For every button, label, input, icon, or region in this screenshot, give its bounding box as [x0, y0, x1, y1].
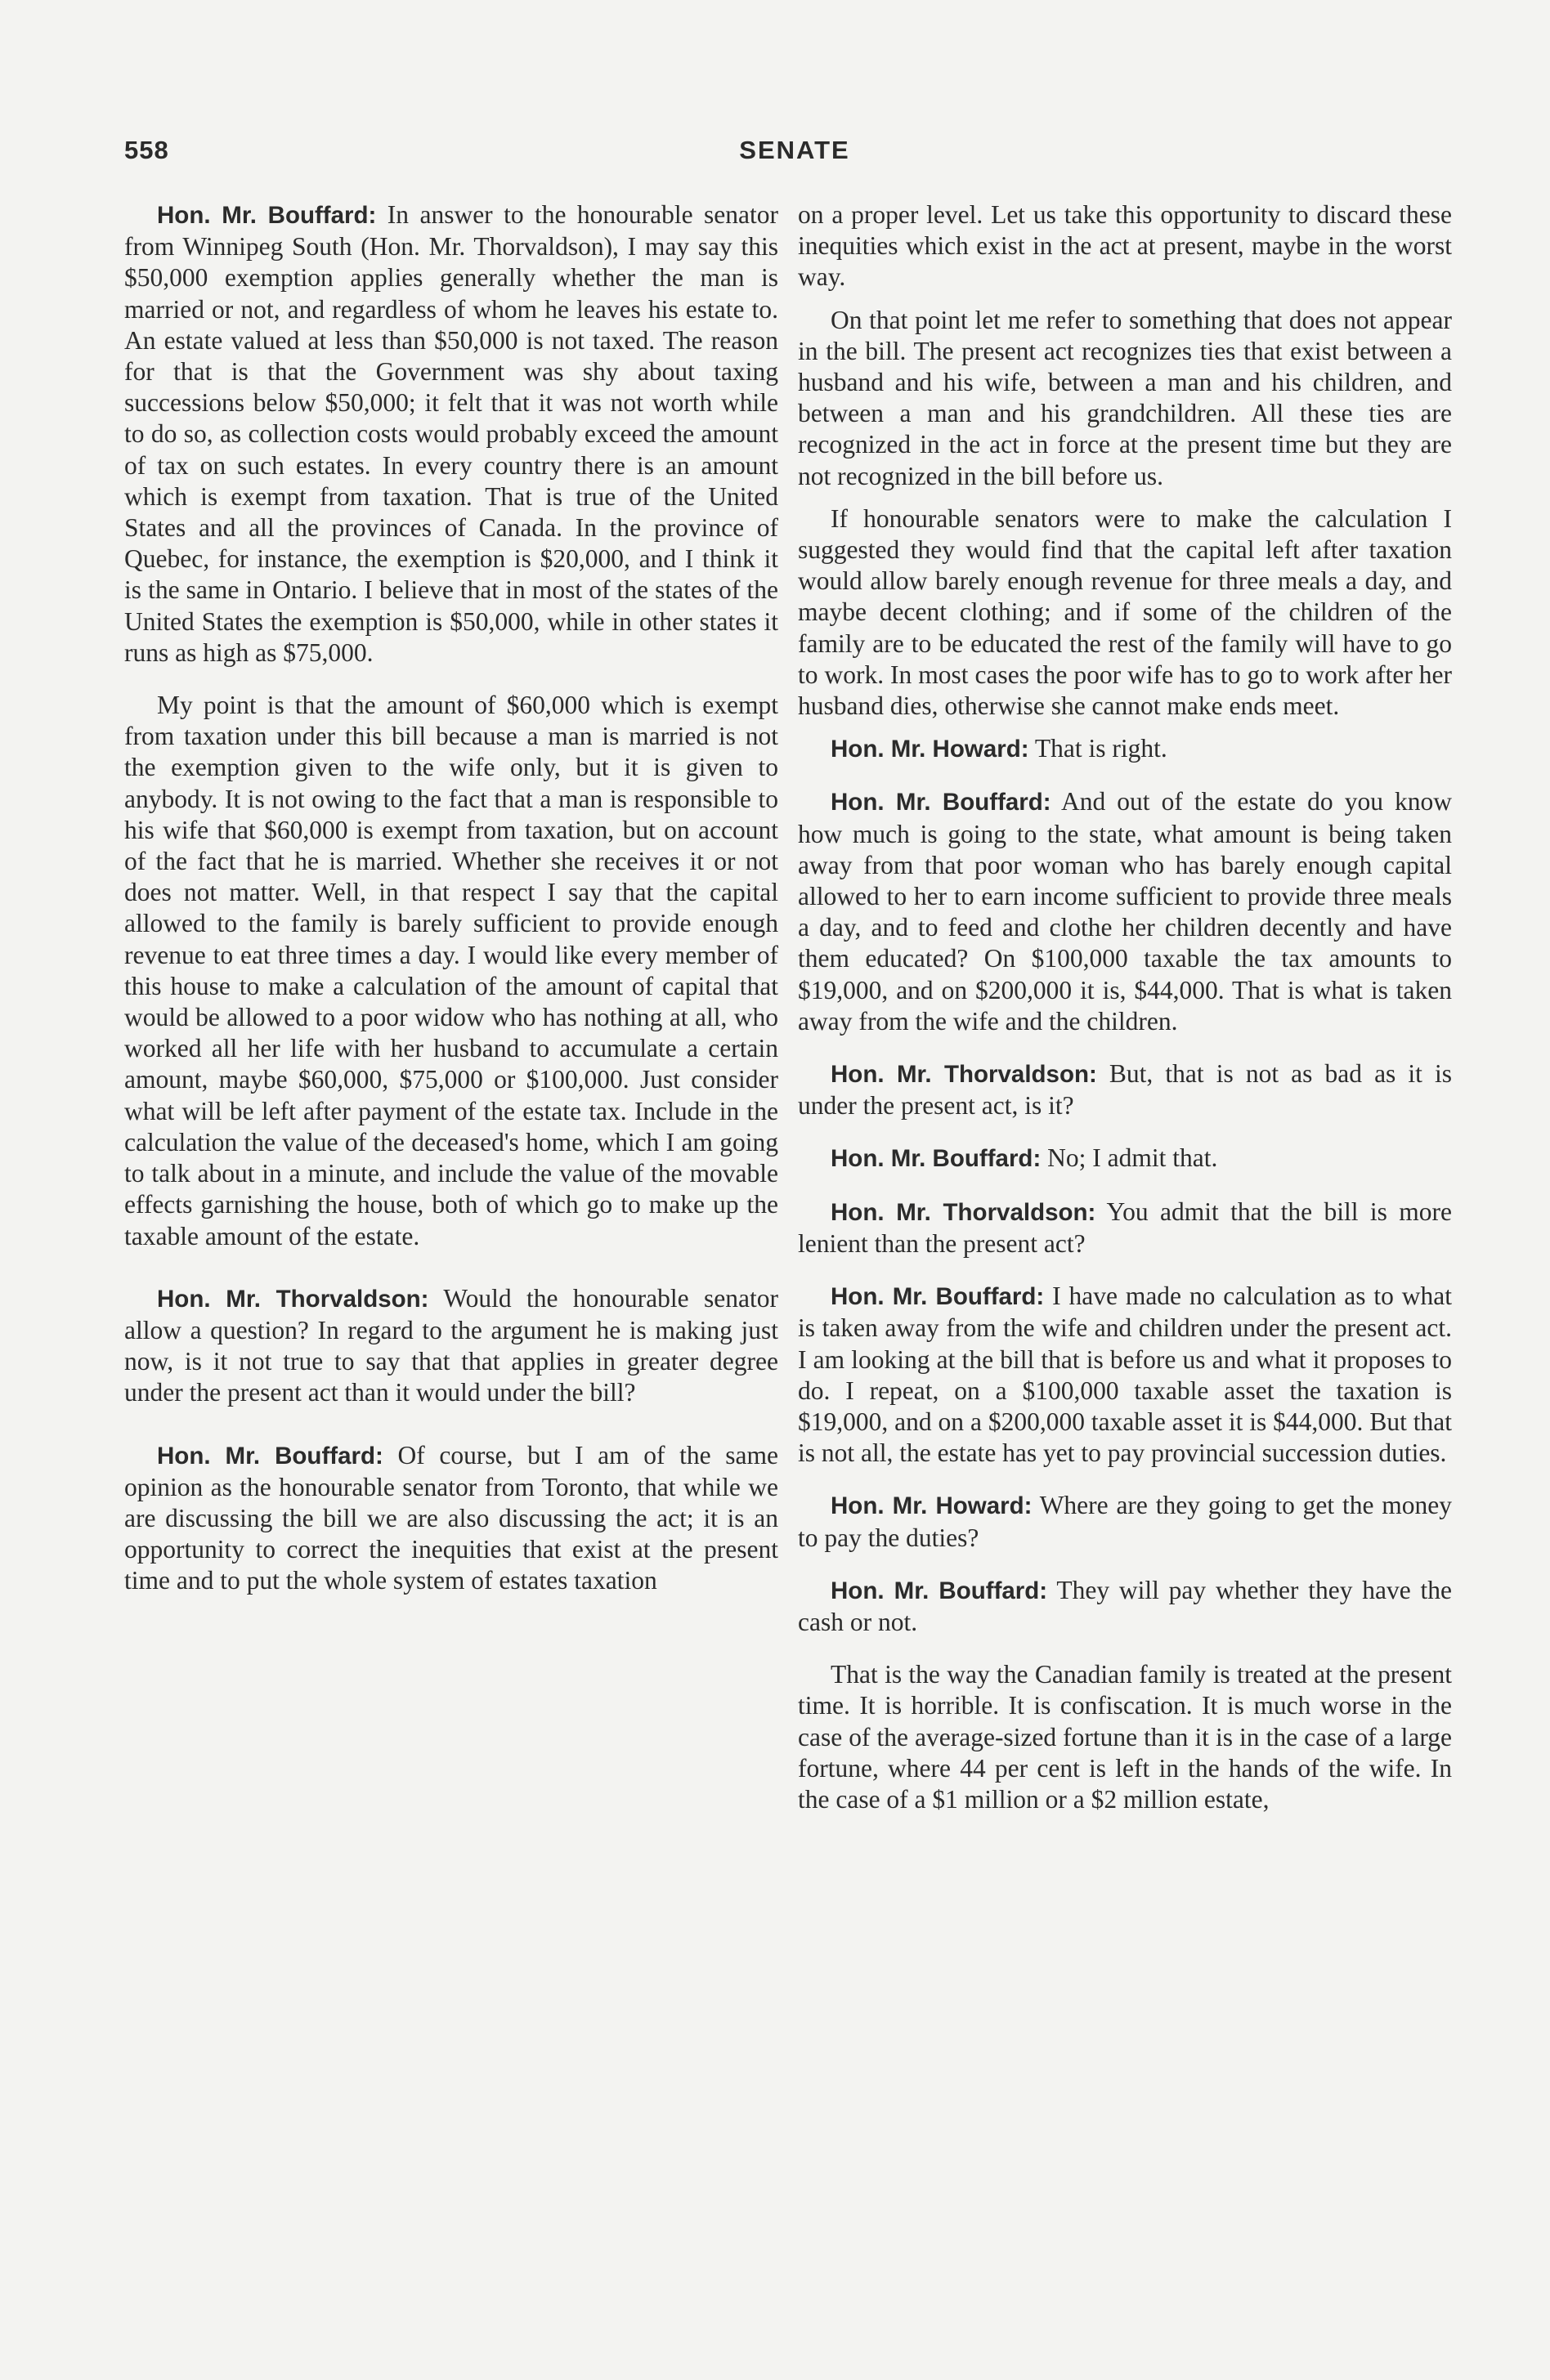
paragraph — [798, 786, 1452, 1037]
paragraph — [798, 1058, 1452, 1121]
paragraph — [798, 1281, 1452, 1469]
paragraph — [798, 1490, 1452, 1553]
paragraph — [798, 305, 1452, 492]
paragraph-text: You admit that the bill is more lenient than the present act? — [798, 1197, 1452, 1258]
speaker-name: Hon. Mr. Thorvaldson: — [157, 1285, 429, 1313]
paragraph-text: But, that is not as bad as it is under the present act, is it? — [798, 1059, 1452, 1121]
paragraph-text: That is right. — [1034, 734, 1167, 763]
paragraph-text: They will pay whether they have the cash or not. — [798, 1575, 1452, 1636]
paragraph-text: In answer to the honourable senator from Winnipeg South (Hon. Mr. Thorvaldson), I may say this $50,000 exemption applies generally whether the man is married or not, and regardless of whom he leaves his estate to. An estate valued at less than $50,000 is not taxed. The reason for that is that the Government was shy about taxing successions below $50,000; it felt that it was not worth while to do so, as collection costs would probably exceed the amount of tax on such estates. In every country there is an amount which is exempt from taxation. That is true of the United States and all the provinces of Canada. In the province of Quebec, for instance, the exemption is $20,000, and I think it is the same in Ontario. I believe that in most of the states of the United States the exemption is $50,000, while in other states it runs as high as $75,000. — [124, 200, 778, 667]
paragraph — [124, 1283, 778, 1409]
paragraph-text: Of course, but I am of the same opinion as the honourable senator from Toronto, that while we are discussing the bill we are also discussing the act; it is an opportunity to correct the inequities that exist at the present time and to put the whole system of estates taxation — [124, 1440, 779, 1595]
page-header — [124, 136, 1465, 172]
paragraph — [124, 1440, 778, 1597]
speaker-name: Hon. Mr. Thorvaldson: — [831, 1198, 1096, 1226]
paragraph — [124, 199, 778, 669]
paragraph-text: Where are they going to get the money to pay the duties? — [798, 1491, 1452, 1552]
paragraph — [798, 199, 1452, 293]
speaker-name: Hon. Mr. Bouffard: — [157, 1442, 383, 1470]
paragraph — [798, 503, 1452, 722]
paragraph — [798, 1197, 1452, 1259]
paragraph-text: on a proper level. Let us take this opportunity to discard these inequities which exist in the act at present, maybe in the worst way. — [798, 200, 1452, 292]
speaker-name: Hon. Mr. Howard: — [831, 736, 1029, 763]
paragraph — [798, 733, 1452, 765]
right-column — [798, 199, 1452, 1827]
speaker-name: Hon. Mr. Bouffard: — [831, 789, 1051, 816]
speaker-name: Hon. Mr. Bouffard: — [157, 202, 377, 229]
speaker-name: Hon. Mr. Thorvaldson: — [831, 1061, 1097, 1089]
speaker-name: Hon. Mr. Bouffard: — [831, 1577, 1048, 1604]
running-head: SENATE — [739, 136, 850, 164]
paragraph-text: No; I admit that. — [1047, 1143, 1218, 1173]
paragraph-text: I have made no calculation as to what is taken away from the wife and children under the present act. I am looking at the bill that is before us and what it proposes to do. I repeat, on a $100,000 taxable asset the taxation is $19,000, and on a $200,000 taxable asset it is $44,000. But that is not all, the estate has yet to pay provincial succession duties. — [798, 1282, 1453, 1468]
paragraph-text: If honourable senators were to make the calculation I suggested they would find that the capital left after taxation would allow barely enough revenue for three meals a day, and maybe decent clothing; and if some of the children of the family are to be educated the rest of the family will have to go to work. In most cases the poor wife has to go to work after her husband dies, otherwise she cannot make ends meet. — [798, 503, 1452, 721]
paragraph — [798, 1575, 1452, 1638]
speaker-name: Hon. Mr. Bouffard: — [831, 1283, 1045, 1311]
paragraph-text: And out of the estate do you know how much is going to the state, what amount is being taken away from that poor woman who has barely enough capital allowed to her to earn income sufficient to provide three meals a day, and to feed and clothe her children decently and have them educated? On $100,000 taxable the tax amounts to $19,000, and on $200,000 it is, $44,000. That is what is taken away from the wife and the children. — [798, 787, 1453, 1036]
speaker-name: Hon. Mr. Howard: — [831, 1492, 1033, 1520]
paragraph-text: On that point let me refer to something that does not appear in the bill. The present act recognizes ties that exist between a husband and his wife, between a man and his children, and between a man and his grandchildren. All these ties are recognized in the act in force at the present time but they are not recognized in the bill before us. — [798, 305, 1452, 490]
paragraph — [798, 1659, 1452, 1815]
paragraph — [798, 1143, 1452, 1174]
page-number: 558 — [124, 136, 169, 164]
left-column — [124, 199, 778, 1618]
paragraph-text: My point is that the amount of $60,000 which is exempt from taxation under this bill because a man is married is not the exemption given to the wife only, but it is given to anybody. It is not owing to the fact that a man is responsible to his wife that $60,000 is exempt from taxation, but on account of the fact that he is married. Whether she receives it or not does not matter. Well, in that respect I say that the capital allowed to the family is barely sufficient to provide enough revenue to eat three times a day. I would like every member of this house to make a calculation of the amount of capital that would be allowed to a poor widow who has nothing at all, who worked all her life with her husband to accumulate a certain amount, maybe $60,000, $75,000 or $100,000. Just consider what will be left after payment of the estate tax. Include in the calculation the value of the deceased's home, which I am going to talk about in a minute, and include the value of the movable effects garnishing the house, both of which go to make up the taxable amount of the estate. — [124, 691, 778, 1250]
speaker-name: Hon. Mr. Bouffard: — [831, 1145, 1042, 1173]
paragraph-text: Would the honourable senator allow a question? In regard to the argument he is making just now, is it not true to say that that applies in greater degree under the present act than it would under the bill? — [124, 1283, 778, 1407]
paragraph — [124, 690, 778, 1252]
paragraph-text: That is the way the Canadian family is treated at the present time. It is horrible. It is confiscation. It is much worse in the case of the average-sized fortune than it is in the case of a large fortune, where 44 per cent is left in the hands of the wife. In the case of a $1 million or a $2 million estate, — [798, 1660, 1452, 1814]
